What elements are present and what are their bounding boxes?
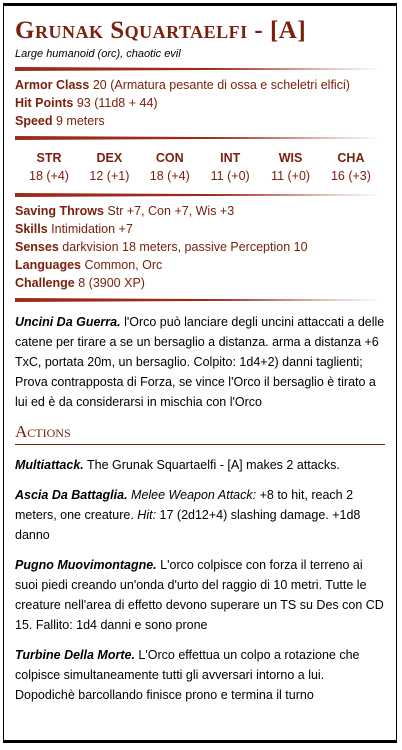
attack-type: Melee Weapon Attack:: [131, 488, 257, 502]
divider: [15, 298, 385, 302]
ability-int: [202, 149, 258, 185]
ability-name: CHA: [337, 151, 365, 165]
ability-wis: [263, 149, 319, 185]
skills-value: Intimidation +7: [51, 222, 133, 236]
senses-row: [15, 238, 385, 256]
armor-class-value: 20 (Armatura pesante di ossa e scheletri elfici): [92, 78, 350, 92]
ability-value: 11 (+0): [210, 169, 250, 183]
senses-label: Senses: [15, 240, 59, 254]
hit-points-row: [15, 94, 385, 112]
hit-text: 17 (2d12+4) slashing damage. +1d8 danno: [15, 508, 361, 542]
ability-scores: [15, 145, 385, 187]
monster-meta: Large humanoid (orc), chaotic evil: [15, 48, 181, 60]
action-name: Pugno Muovimontagne.: [15, 558, 157, 572]
action-text: L'orco colpisce con forza il terreno ai suoi piedi creando un'onda d'urto del raggio di 10 metri. Tutte le creature nell'area di effetto devono superare un TS su Des con CD 15. Fallito: 1d4 danni e sono prone: [15, 558, 384, 632]
actions-heading: Actions: [15, 422, 385, 445]
ability-value: 18 (+4): [149, 169, 190, 183]
saving-throws-label: Saving Throws: [15, 204, 104, 218]
action-name: Multiattack.: [15, 458, 84, 472]
divider: [15, 136, 385, 140]
languages-value: Common, Orc: [84, 258, 163, 272]
ability-value: 11 (+0): [271, 169, 311, 183]
ability-name: STR: [36, 151, 62, 165]
action-turbine: [15, 645, 385, 705]
ability-value: 12 (+1): [89, 169, 130, 183]
action-text: L'Orco effettua un colpo a rotazione che colpisce simultaneamente tutti gli avversari intorno a lui. Dopodichè barcollando finisce prono e termina il turno: [15, 648, 360, 702]
ability-name: DEX: [96, 151, 123, 165]
trait-uncini: [15, 312, 385, 412]
ability-value: 18 (+4): [29, 169, 69, 183]
action-pugno: [15, 555, 385, 635]
skills-label: Skills: [15, 222, 48, 236]
ability-name: WIS: [278, 151, 303, 165]
hit-label: Hit:: [137, 508, 157, 522]
challenge-value: 8 (3900 XP): [78, 276, 145, 290]
ability-name: INT: [220, 151, 241, 165]
speed-row: [15, 112, 385, 130]
hit-points-label: Hit Points: [15, 96, 74, 110]
speed-label: Speed: [15, 114, 53, 128]
armor-class-label: Armor Class: [15, 78, 90, 92]
action-text: The Grunak Squartaelfi - [A] makes 2 attacks.: [87, 458, 340, 472]
ability-value: 16 (+3): [330, 169, 371, 183]
divider: [15, 193, 385, 197]
challenge-row: [15, 274, 385, 292]
stat-block-frame: [3, 3, 397, 743]
saving-throws-row: [15, 202, 385, 220]
trait-name: Uncini Da Guerra.: [15, 315, 121, 329]
speed-value: 9 meters: [56, 114, 105, 128]
action-ascia: [15, 485, 385, 545]
ability-cha: [323, 149, 379, 185]
armor-class-row: [15, 76, 385, 94]
attack-reach: +8 to hit, reach 2 meters, one creature.: [15, 488, 354, 522]
skills-row: [15, 220, 385, 238]
action-name: Ascia Da Battaglia.: [15, 488, 128, 502]
monster-name: Grunak Squartaelfi - [A]: [15, 17, 307, 44]
languages-label: Languages: [15, 258, 81, 272]
ability-dex: [81, 149, 137, 185]
challenge-label: Challenge: [15, 276, 75, 290]
divider: [15, 67, 385, 71]
trait-text: l'Orco può lanciare degli uncini attaccati a delle catene per tirare a se un bersaglio a distanza. arma a distanza +6 TxC, portata 20m, un bersaglio. Colpito: 1d4+2) danni taglienti; Prova contrapposta di Forza, se vince l'Orco il bersaglio è tirato a lui ed è da considerarsi in mischia con l'Orco: [15, 315, 385, 409]
hit-points-value: 93 (11d8 + 44): [76, 96, 158, 110]
ability-name: CON: [155, 151, 184, 165]
ability-str: [21, 149, 77, 185]
senses-value: darkvision 18 meters, passive Perception 10: [62, 240, 308, 254]
stat-block: [15, 17, 385, 715]
languages-row: [15, 256, 385, 274]
action-name: Turbine Della Morte.: [15, 648, 135, 662]
ability-con: [142, 149, 198, 185]
saving-throws-value: Str +7, Con +7, Wis +3: [107, 204, 235, 218]
action-multiattack: [15, 455, 385, 475]
